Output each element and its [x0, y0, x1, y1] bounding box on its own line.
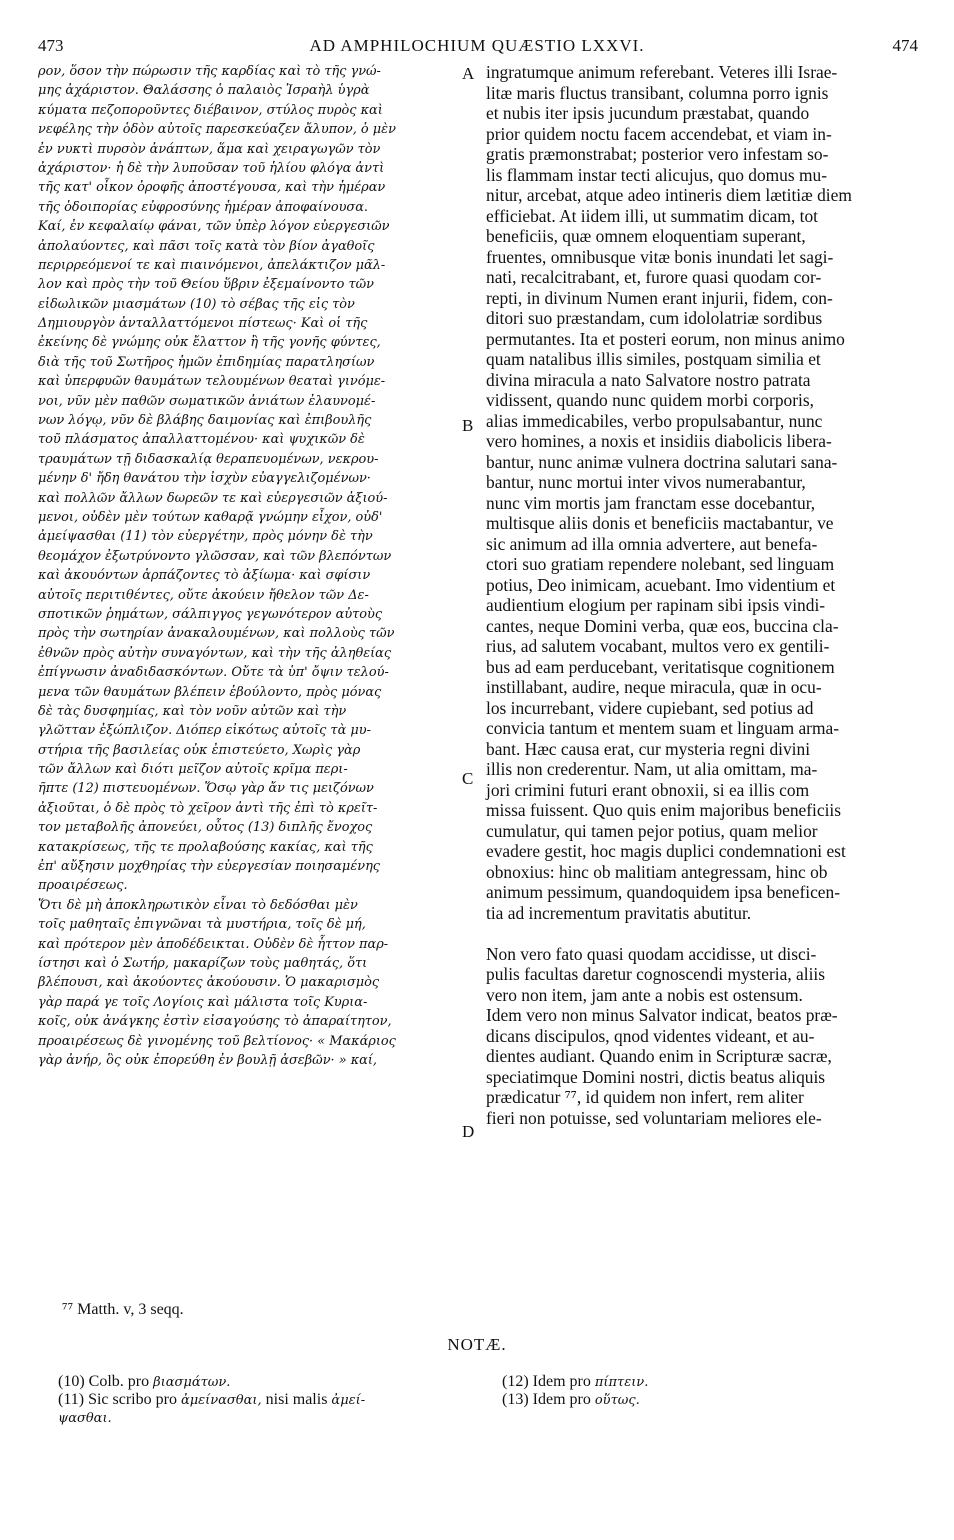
- latin-line: bant. Hæc causa erat, cur mysteria regni divini: [486, 738, 811, 759]
- footnote: ⁷⁷ Matth. v, 3 seqq.: [62, 1301, 184, 1318]
- greek-line: τῶν ἄλλων καὶ διότι μεῖζον αὐτοῖς κρῖμα περι-: [38, 762, 348, 778]
- greek-line: καὶ πρότερον μὲν ἀποδέδεικται. Οὐδὲν δὲ ἧττον παρ-: [38, 936, 389, 952]
- greek-line: σποτικῶν ῥημάτων, σάλπιγγος γεγωνότερον αὐτοὺς: [38, 606, 383, 622]
- greek-line: θεομάχον ἐξωτρύνοντο γλῶσσαν, καὶ τῶν βλεπόντων: [38, 548, 392, 564]
- latin-line: rius, ad salutem vocabant, multos vero ex gentili-: [486, 636, 830, 656]
- margin-letter-c: C: [462, 769, 474, 788]
- greek-line: ρον, ὅσον τὴν πώρωσιν τῆς καρδίας καὶ τὸ τῆς γνώ-: [38, 64, 381, 79]
- greek-line: ἀμείψασθαι (11) τὸν εὐεργέτην, πρὸς μόνην δὲ τὴν: [38, 529, 373, 545]
- greek-line: νων λόγῳ, νῦν δὲ βλάβης δαιμονίας καὶ ἐπιβουλῆς: [38, 413, 372, 429]
- greek-line: γὰρ ἀνήρ, ὃς οὐκ ἐπορεύθη ἐν βουλῇ ἀσεβῶν· » καί,: [38, 1052, 378, 1068]
- greek-line: τῆς ὁδοιπορίας εὐφροσύνης ἡμέραν ἀποφαίνουσα.: [38, 199, 369, 215]
- greek-text-column: [38, 62, 458, 1070]
- latin-line: evadere gestit, hoc magis duplici condemnationi est: [486, 841, 846, 861]
- latin-line: multisque aliis donis et beneficiis mactabantur, ve: [486, 513, 834, 533]
- greek-line: εἰδωλικῶν μιασμάτων (10) τὸ σέβας τῆς εἰς τὸν: [38, 296, 355, 312]
- greek-line: ἐν νυκτὶ πυρσὸν ἀνάπτων, ἅμα καὶ χειραγωγῶν τὸν: [38, 141, 381, 157]
- latin-line: jori crimini futuri erant obnoxii, si ea illis com: [486, 779, 810, 800]
- greek-line: τον μεταβολῆς ἀπονεύει, οὗτος (13) διπλῆς ἔνοχος: [38, 820, 373, 836]
- greek-line: τραυμάτων τῇ διδασκαλίᾳ θεραπευομένων, νεκρου-: [38, 451, 379, 467]
- latin-line: obnoxius: hinc ob malitiam antegressam, hinc ob: [486, 861, 828, 882]
- greek-line: Δημιουργὸν ἀνταλλαττόμενοι πίστεως· Καὶ οἱ τῆς: [38, 316, 368, 332]
- latin-line: cantes, neque Domini verba, quæ eos, buccina cla-: [486, 615, 839, 636]
- latin-line: nitur, arcebat, atque adeo intineris diem lætitiæ diem: [486, 185, 852, 205]
- note-11-greek-3: ψασθαι.: [58, 1411, 112, 1426]
- greek-line: γλῶτταν ἐξώπλιζον. Διόπερ εἰκότως αὐτοῖς τὰ μυ-: [38, 723, 371, 739]
- latin-line: audientium elogium per rapinam sibi ipsis vindi-: [486, 595, 826, 615]
- latin-line: bantur, nunc animæ vulnera doctrina salutari sana-: [486, 451, 838, 472]
- greek-line: διὰ τῆς τοῦ Σωτῆρος ἡμῶν ἐπιδημίας παρατλησίων: [38, 354, 375, 370]
- latin-line: bus ad eam perducebant, veritatisque cognitionem: [486, 656, 835, 677]
- latin-line: [486, 923, 918, 944]
- page-number-right: 474: [892, 36, 918, 55]
- greek-line: μενα τῶν θαυμάτων βλέπειν ἐβούλοντο, πρὸς μόνας: [38, 684, 382, 700]
- greek-line: βλέπουσι, καὶ ἀκούοντες ἀκούουσιν. Ὁ μακαρισμὸς: [38, 975, 380, 991]
- latin-line: Idem vero non minus Salvator indicat, beatos præ-: [486, 1005, 838, 1025]
- greek-line: ἀπολαύοντες, καὶ πᾶσι τοῖς κατὰ τὸν βίον ἀγαθοῖς: [38, 238, 375, 254]
- page-number-left: 473: [38, 36, 64, 55]
- greek-line: στήρια τῆς βασιλείας οὐκ ἐπιστεύετο, Χωρὶς γὰρ: [38, 742, 361, 758]
- greek-line: νοι, νῦν μὲν παθῶν σωματικῶν ἀνιάτων ἐλαυνομέ-: [38, 393, 376, 409]
- latin-line: sic animum ad illa omnia advertere, aut benefa-: [486, 533, 818, 554]
- greek-line: Ὅτι δὲ μὴ ἀποκληρωτικὸν εἶναι τὸ δεδόσθαι μὲν: [38, 897, 358, 913]
- latin-line: nunc vim mortis jam franctam esse docebantur,: [486, 492, 816, 513]
- latin-line: pulis facultas daretur cognoscendi mysteria, aliis: [486, 964, 826, 984]
- greek-line: ἐκείνης δὲ γνώμης οὐκ ἔλαττον ἢ τῆς γονῆς φύντες,: [38, 335, 381, 351]
- notes-right-column: [502, 1373, 902, 1409]
- note-11-label: (11) Sic scribo pro: [58, 1391, 177, 1408]
- greek-line: προαιρέσεως.: [38, 878, 128, 894]
- latin-line: ingratumque animum referebant. Veteres illi Israe-: [486, 62, 838, 82]
- notes-left-column: [58, 1373, 458, 1427]
- greek-line: περιρρεόμενοί τε καὶ πιαινόμενοι, ἀπελάκτιζον μᾶλ-: [38, 257, 386, 273]
- latin-line: quam natalibus illis similes, postquam similia et: [486, 349, 821, 369]
- latin-line: illis non crederentur. Nam, ut alia omittam, ma-: [486, 759, 818, 779]
- note-11-mid: nisi malis: [265, 1391, 328, 1408]
- note-11-continuation: [58, 1409, 458, 1427]
- greek-line: γὰρ παρά γε τοῖς Λογίοις καὶ μάλιστα τοῖς Κυρια-: [38, 994, 368, 1010]
- latin-line: tia ad incrementum pravitatis abutitur.: [486, 902, 752, 923]
- greek-line: Καί, ἐν κεφαλαίῳ φάναι, τῶν ὑπὲρ λόγον εὐεργεσιῶν: [38, 219, 390, 235]
- latin-line: vidissent, quando nunc quidem morbi corporis,: [486, 390, 814, 410]
- latin-line: vero non item, jam ante a nobis est ostensum.: [486, 984, 803, 1005]
- latin-line: permutantes. Ita et posteri eorum, non minus animo: [486, 328, 845, 349]
- greek-line: νεφέλης τὴν ὁδὸν αὐτοῖς παρεσκεύαζεν ἄλυπον, ὁ μὲν: [38, 122, 396, 138]
- greek-line: κύματα πεζοποροῦντες διέβαινον, στύλος πυρὸς καὶ: [38, 102, 383, 118]
- greek-line: μένην δ' ἤδη θανάτου τὴν ἰσχὺν εὐαγγελιζομένων·: [38, 471, 371, 487]
- latin-line: dicans discipulos, qnod videntes videant, et au-: [486, 1025, 815, 1046]
- note-13-label: (13) Idem pro: [502, 1391, 591, 1408]
- latin-line: lis flammam instar tecti alicujus, quo domus mu-: [486, 164, 827, 185]
- greek-line: καὶ ἀκουόντων ἁρπάζοντες τὸ ἀξίωμα· καὶ σφίσιν: [38, 568, 371, 584]
- latin-line: cumulatur, qui tamen pejor potius, quam melior: [486, 820, 818, 841]
- greek-line: ἀχάριστον· ἡ δὲ τὴν λυποῦσαν τοῦ ἡλίου φλόγα ἀντὶ: [38, 160, 385, 176]
- greek-line: ῆπτε (12) πιστευομένων. Ὅσῳ γὰρ ἄν τις μειζόνων: [38, 781, 374, 797]
- greek-line: μης ἀχάριστον. Θαλάσσης ὁ παλαιὸς Ἰσραὴλ ὑγρὰ: [38, 83, 370, 99]
- latin-line: ditori suo præstandam, cum idololatriæ sordibus: [486, 308, 823, 328]
- greek-line: ἐπίγνωσιν ἀναδιδασκόντων. Οὔτε τὰ ὑπ' ὄψιν τελού-: [38, 665, 389, 681]
- note-13-greek: οὕτως.: [594, 1393, 640, 1408]
- latin-line: convicia tantum et mentem suam et linguam arma-: [486, 718, 840, 738]
- greek-line: κοῖς, οὐκ ἀνάγκης ἐστὶν εἰσαγούσης τὸ ἀπαραίτητον,: [38, 1014, 392, 1030]
- latin-line: speciatimque Domini nostri, dictis beatus aliquis: [486, 1066, 826, 1087]
- latin-line: nati, recalcitrabant, et, furore quasi quodam cor-: [486, 267, 822, 287]
- margin-letter-b: B: [462, 416, 474, 435]
- note-12: [502, 1373, 902, 1391]
- greek-line: ἐθνῶν πρὸς αὐτὴν συναγόντων, καὶ τὴν τῆς ἀληθείας: [38, 645, 392, 661]
- greek-line: μενοι, οὐδὲν μὲν τούτων καθαρᾷ γνώμην εἶχον, οὐδ': [38, 509, 383, 525]
- note-12-greek: πίπτειν.: [594, 1375, 649, 1390]
- note-11-greek: ἀμείνασθαι,: [180, 1393, 262, 1408]
- latin-line: repti, in divinum Numen erant injurii, fidem, con-: [486, 287, 833, 308]
- latin-line: prædicatur ⁷⁷, id quidem non infert, rem aliter: [486, 1087, 804, 1107]
- greek-line: καὶ πολλῶν ἄλλων δωρεῶν τε καὶ εὐεργεσιῶν ἀξιού-: [38, 490, 388, 506]
- margin-letter-a: A: [462, 64, 475, 83]
- greek-line: καὶ ὑπερφυῶν θαυμάτων τελουμένων θεαταὶ γινόμε-: [38, 374, 386, 390]
- greek-line: δὲ τὰς δυσφημίας, καὶ τὸν νοῦν αὐτῶν καὶ τὴν: [38, 703, 347, 719]
- greek-line: κατακρίσεως, τῆς τε προλαβούσης κακίας, καὶ τῆς: [38, 839, 373, 855]
- latin-line: beneficiis, quæ omnem eloquentiam superant,: [486, 226, 806, 246]
- latin-line: divina miracula a nato Salvatore nostro patrata: [486, 369, 811, 390]
- greek-line: αὐτοῖς περιτιθέντες, οὔτε ἀκούειν ἤθελον τῶν Δε-: [38, 587, 369, 603]
- greek-line: ἀξιοῦται, ὁ δὲ πρὸς τὸ χεῖρον ἀντὶ τῆς ἐπὶ τὸ κρεῖτ-: [38, 800, 378, 816]
- greek-line: ἐπ' αὔξησιν μοχθηρίας τὴν εὐεργεσίαν ποιησαμένης: [38, 859, 381, 875]
- latin-line: dientes audiant. Quando enim in Scripturæ sacræ,: [486, 1046, 832, 1066]
- latin-line: et nubis iter ipsis jucundum præstabat, quando: [486, 103, 810, 123]
- latin-line: ctori suo gratiam rependere nolebant, sed linguam: [486, 554, 835, 574]
- latin-line: potius, Deo inimicam, acuebant. Imo videntium et: [486, 574, 836, 595]
- latin-line: fieri non potuisse, sed voluntariam meliores ele-: [486, 1107, 822, 1128]
- greek-line: τοῖς μαθηταῖς ἐπιγνῶναι τὰ μυστήρια, τοῖς δὲ μή,: [38, 917, 366, 933]
- greek-line: ίστησι καὶ ὁ Σωτήρ, μακαρίζων τοὺς μαθητάς, ὅτι: [38, 955, 368, 971]
- latin-line: fruentes, omnibusque vitæ bonis inundati let sagi-: [486, 246, 834, 267]
- latin-line: bantur, nunc mortui inter vivos numerabantur,: [486, 472, 806, 492]
- latin-line: vero homines, a noxis et insidiis diabolicis libera-: [486, 431, 832, 451]
- latin-line: instillabant, audire, neque miracula, quæ in ocu-: [486, 677, 822, 697]
- latin-text-column: [486, 62, 918, 1128]
- note-10-greek: βιασμάτων.: [153, 1375, 231, 1390]
- latin-line: los incurrebant, videre cupiebant, sed potius ad: [486, 697, 814, 718]
- notae-heading: NOTÆ.: [447, 1335, 507, 1354]
- note-11-greek-2: ἀμεί-: [331, 1393, 366, 1408]
- latin-line: Non vero fato quasi quodam accidisse, ut disci-: [486, 943, 817, 964]
- latin-line: litæ maris fluctus transibant, columna porro ignis: [486, 82, 829, 103]
- note-11: [58, 1391, 458, 1409]
- margin-letter-d: D: [462, 1122, 475, 1141]
- latin-line: efficiebat. At iidem illi, ut summatim dicam, tot: [486, 205, 818, 226]
- latin-line: missa fuissent. Quo quis enim majoribus beneficiis: [486, 800, 842, 820]
- greek-line: τοῦ πλάσματος ἀπαλλαττομένου· καὶ ψυχικῶν δὲ: [38, 432, 365, 448]
- latin-line: animum pessimum, quandoquidem ipsa beneficen-: [486, 882, 841, 902]
- latin-line: prior quidem noctu facem accendebat, et viam in-: [486, 123, 832, 144]
- note-13: [502, 1391, 902, 1409]
- greek-line: λον καὶ πρὸς τὴν τοῦ Θείου ὕβριν ἐξεμαίνοντο τῶν: [38, 277, 374, 293]
- greek-line: πρὸς τὴν σωτηρίαν ἀνακαλουμένων, καὶ πολλοὺς τῶν: [38, 626, 395, 642]
- greek-line: τῆς κατ' οἶκον ὀροφῆς ἀποστέγουσα, καὶ τὴν ἡμέραν: [38, 180, 386, 196]
- note-10: [58, 1373, 458, 1391]
- note-12-label: (12) Idem pro: [502, 1373, 591, 1390]
- page-header: [0, 36, 954, 60]
- latin-line: gratis præmonstrabat; posterior vero infestam so-: [486, 144, 829, 164]
- greek-line: προαιρέσεως δὲ γινομένης τοῦ βελτίονος· « Μακάριος: [38, 1033, 396, 1049]
- latin-line: alias immedicabiles, verbo propulsabantur, nunc: [486, 410, 823, 431]
- running-title: AD AMPHILOCHIUM QUÆSTIO LXXVI.: [309, 36, 645, 55]
- note-10-label: (10) Colb. pro: [58, 1373, 150, 1390]
